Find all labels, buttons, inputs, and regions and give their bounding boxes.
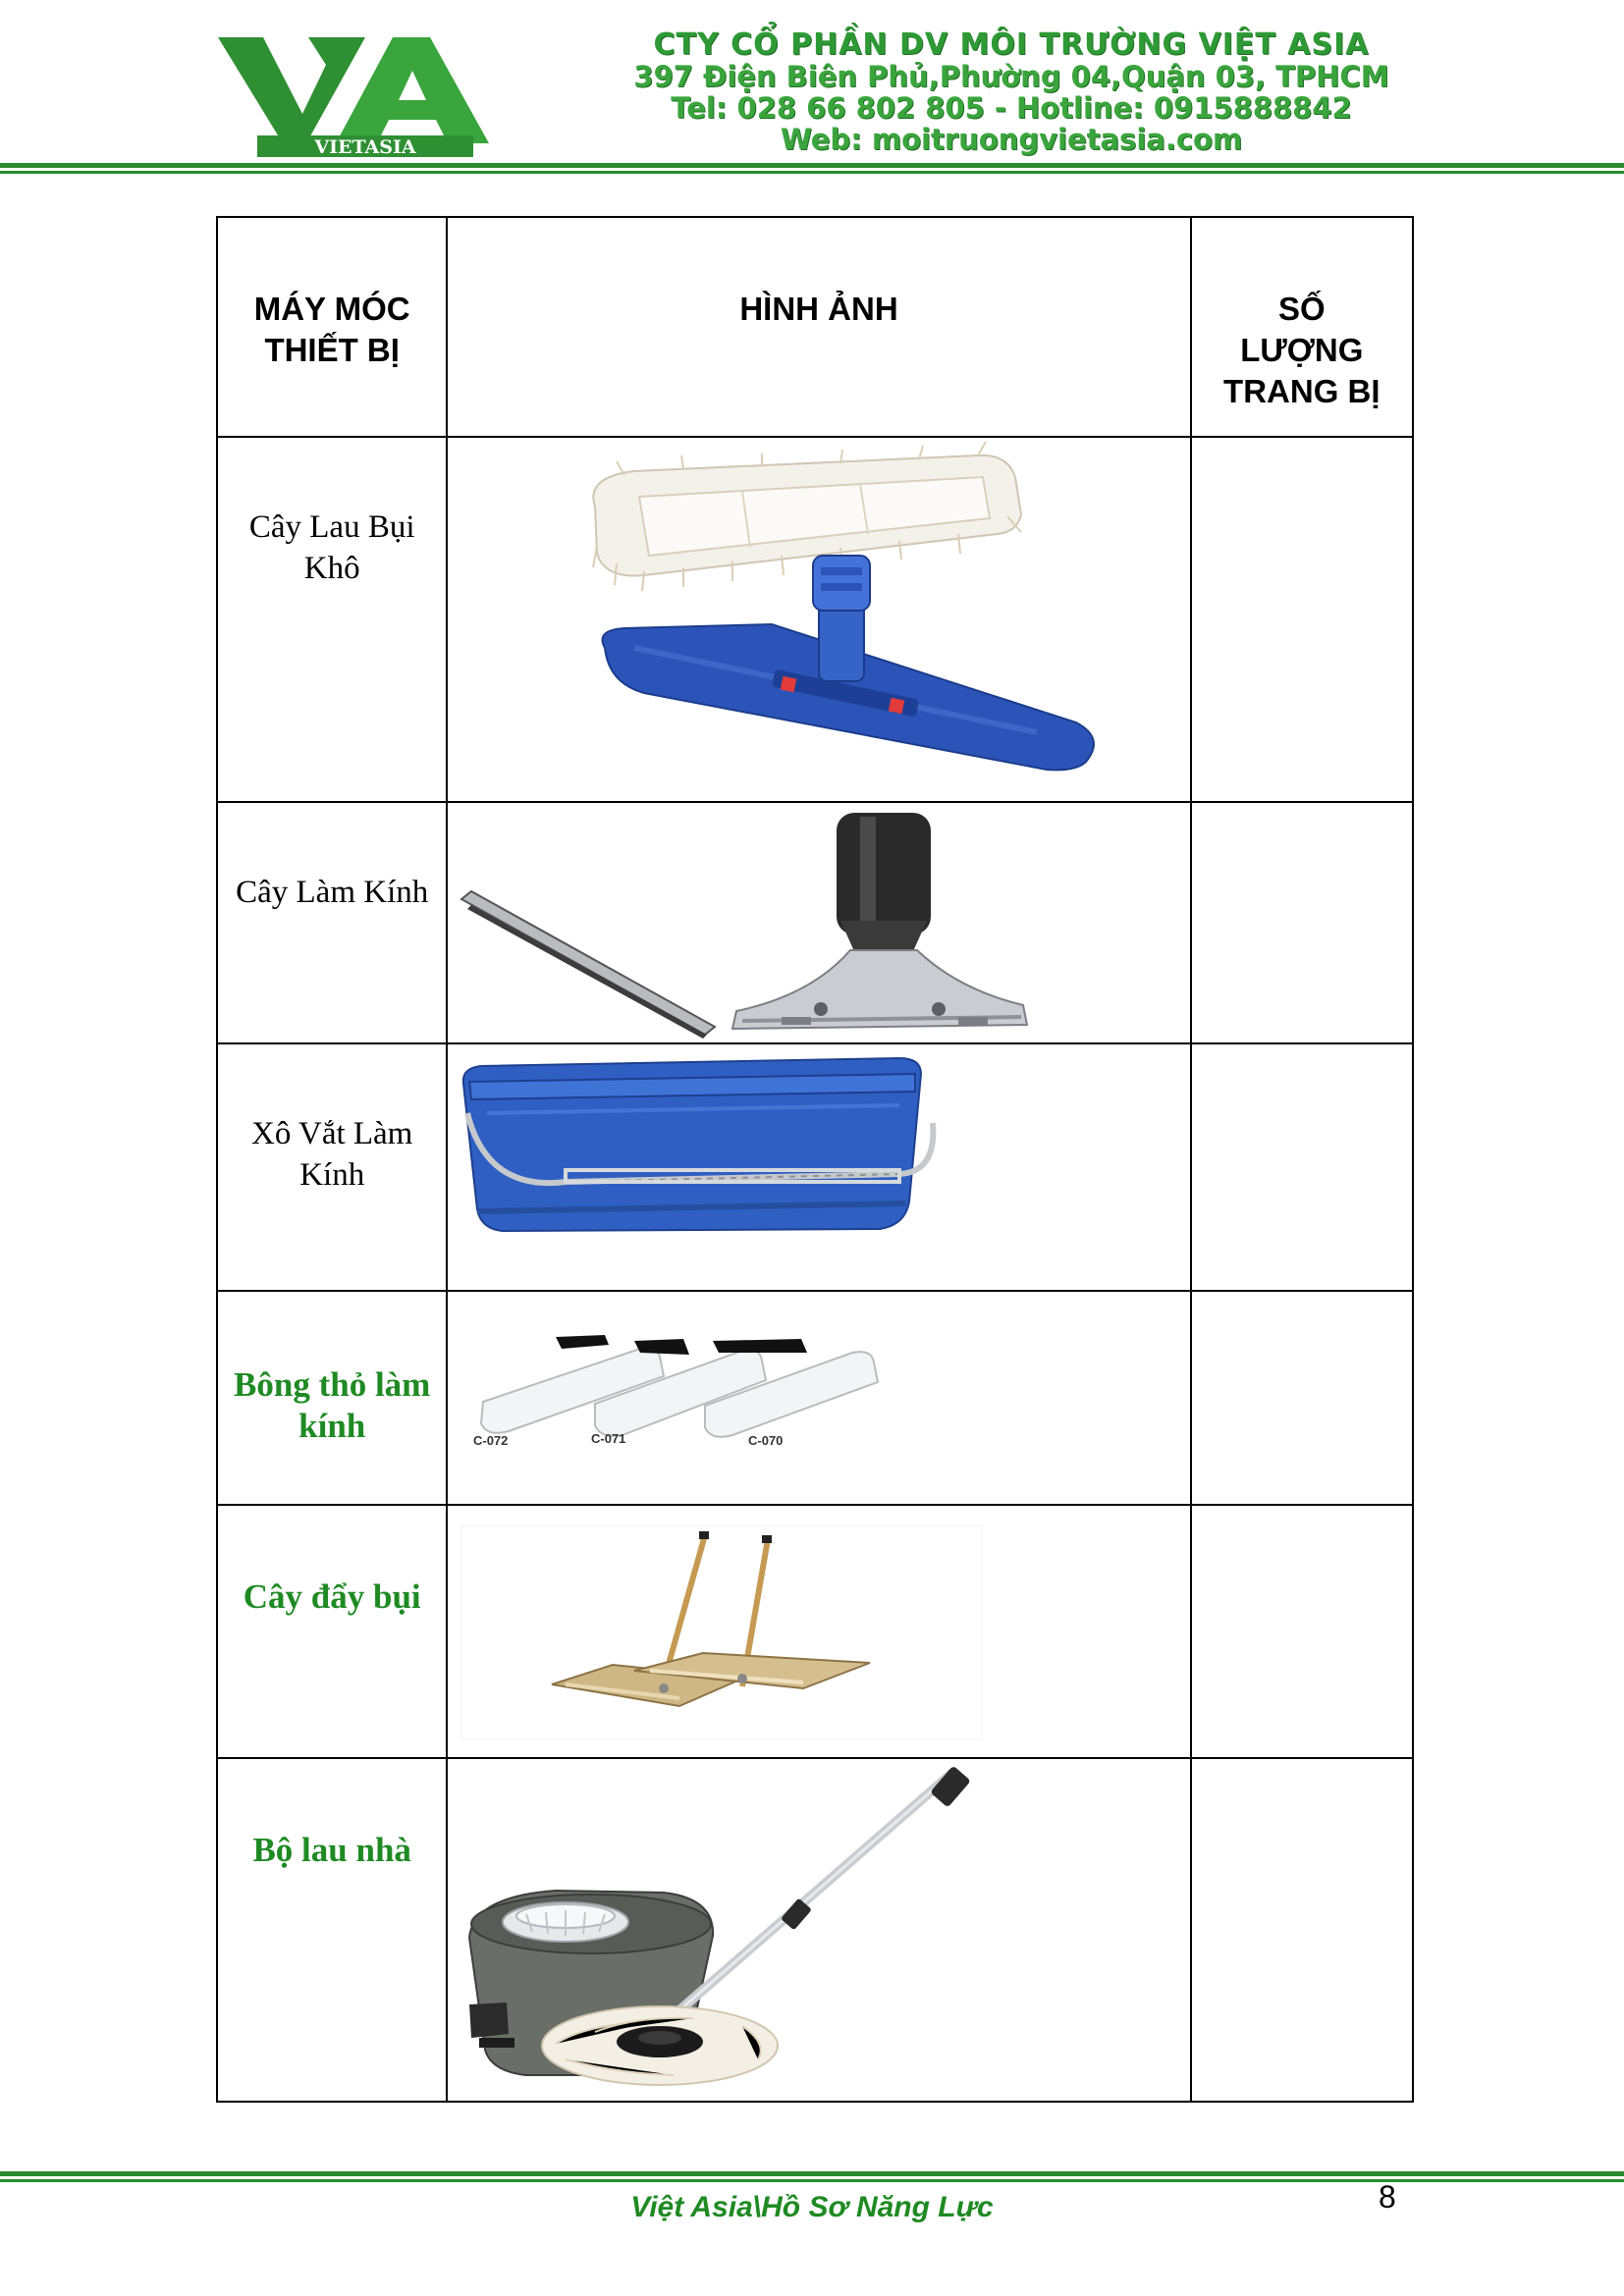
header-equipment: MÁY MÓC THIẾT BỊ [217, 217, 447, 437]
quantity-cell [1191, 1505, 1413, 1758]
equipment-name: Bông thỏ làm kính [234, 1365, 431, 1445]
header-rule-thin [0, 171, 1624, 174]
table-row [217, 1758, 1413, 2102]
svg-text:C-072: C-072 [473, 1433, 509, 1448]
window-washer-sleeve-icon [448, 1292, 1190, 1506]
equipment-table [216, 216, 1414, 2103]
svg-text:C-070: C-070 [748, 1433, 784, 1448]
table-row [217, 1043, 1413, 1291]
equipment-name: Bộ lau nhà [252, 1831, 411, 1869]
quantity-cell [1191, 437, 1413, 802]
table-row [217, 437, 1413, 802]
table-row [217, 1291, 1413, 1505]
table-row [217, 1505, 1413, 1758]
spin-mop-set-icon [448, 1759, 1190, 2103]
company-contact: Tel: 028 66 802 805 - Hotline: 0915888842 [671, 91, 1352, 125]
header-quantity: SỐ LƯỢNG TRANG BỊ [1191, 217, 1413, 437]
svg-text:VIETASIA: VIETASIA [314, 136, 416, 158]
window-squeegee-icon [448, 803, 1190, 1044]
page-number: 8 [1379, 2179, 1396, 2215]
quantity-cell [1191, 802, 1413, 1043]
page-header [0, 0, 1624, 177]
footer-rule [0, 2171, 1624, 2176]
table-header-row [217, 217, 1413, 437]
company-name: CTY CỔ PHẦN DV MÔI TRƯỜNG VIỆT ASIA [653, 27, 1370, 62]
quantity-cell [1191, 1291, 1413, 1505]
table-row [217, 802, 1413, 1043]
company-address: 397 Điện Biên Phủ,Phường 04,Quận 03, TPHCM [633, 60, 1389, 93]
company-website[interactable]: Web: moitruongvietasia.com [780, 123, 1243, 156]
dry-dust-mop-icon [448, 438, 1190, 803]
equipment-name: Cây đẩy bụi [243, 1577, 421, 1616]
footer-text: Việt Asia\Hồ Sơ Năng Lực [630, 2191, 994, 2223]
quantity-cell [1191, 1758, 1413, 2102]
window-bucket-icon [448, 1044, 1190, 1292]
equipment-name: Xô Vắt Làm Kính [251, 1116, 413, 1193]
equipment-name: Cây Làm Kính [236, 875, 429, 910]
quantity-cell [1191, 1043, 1413, 1291]
svg-text:C-071: C-071 [591, 1431, 626, 1446]
dust-push-mop-icon [448, 1506, 1190, 1759]
equipment-name: Cây Lau Bụi Khô [248, 509, 415, 586]
company-info [511, 29, 1512, 155]
header-rule [0, 163, 1624, 168]
header-image: HÌNH ẢNH [447, 217, 1190, 437]
vietasia-logo-icon [218, 37, 513, 159]
